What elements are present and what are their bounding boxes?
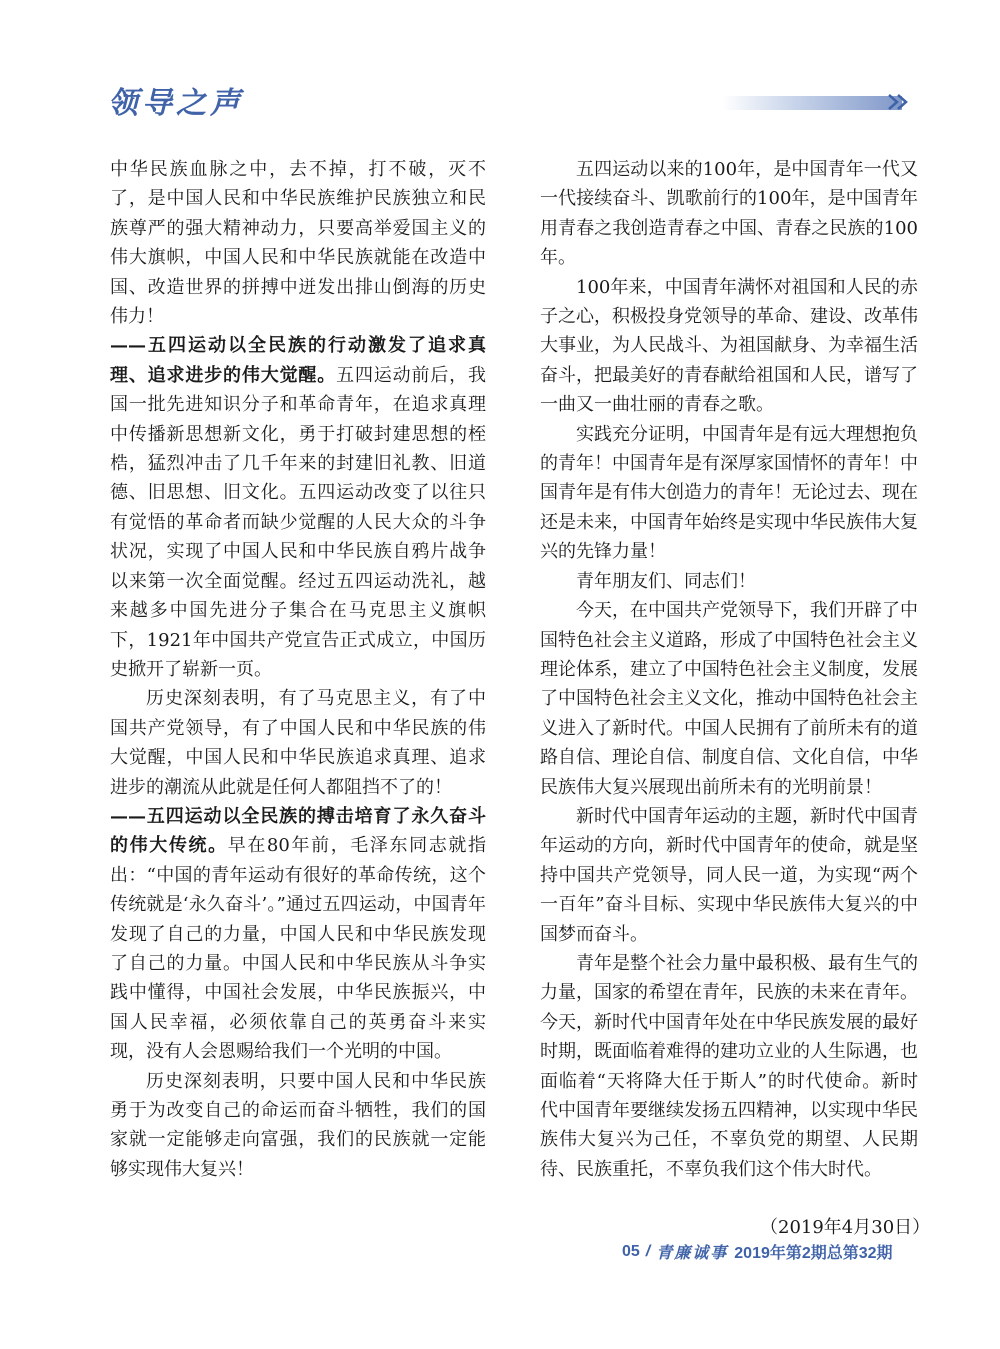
paragraph: 青年朋友们、同志们！ [576,570,756,592]
paragraph-text: 早在80年前，毛泽东同志就指出：“中国的青年运动有很好的革命传统，这个传统就是‘永久奋斗’。”通过五四运动，中国青年发现了自己的力量，中国人民和中华民族发现了自己的力量。中国人民和中华民族从斗争实践中懂得，中国社会发展，中华民族振兴，中国人民幸福，必须依靠自己的英勇奋斗来实现，没有人会恩赐给我们一个光明的中国。 [110,835,487,1063]
bold-lead: ——五四运动以全民族的行动激发了追求真理、追求进步的伟大觉醒。 [110,335,486,386]
page-footer [622,1240,893,1263]
paragraph: 新时代中国青年运动的主题，新时代中国青年运动的方向，新时代中国青年的使命，就是坚持中国共产党领导，同人民一道，为实现“两个一百年”奋斗目标、实现中华民族伟大复兴的中国梦而奋斗。 [540,805,918,945]
paragraph: 中华民族血脉之中，去不掉，打不破，灭不了，是中国人民和中华民族维护民族独立和民族尊严的强大精神动力，只要高举爱国主义的伟大旗帜，中国人民和中华民族就能在改造中国、改造世界的拼搏中迸发出排山倒海的历史伟力！ [110,159,486,328]
page-number: 05 [622,1242,640,1260]
paragraph: 实践充分证明，中国青年是有远大理想抱负的青年！中国青年是有深厚家国情怀的青年！中国青年是有伟大创造力的青年！无论过去、现在还是未来，中国青年始终是实现中华民族伟大复兴的先锋力量！ [540,423,918,563]
header-decorative-bar [722,96,902,110]
paragraph: 100年来，中国青年满怀对祖国和人民的赤子之心，积极投身党领导的革命、建设、改革伟大事业，为人民战斗、为祖国献身、为幸福生活奋斗，把最美好的青春献给祖国和人民，谱写了一曲又一曲壮丽的青春之歌。 [540,276,918,416]
right-column [540,155,918,1184]
paragraph [110,802,486,1067]
issue-info: 2019年第2期总第32期 [734,1245,893,1262]
paragraph: 历史深刻表明，只要中国人民和中华民族勇于为改变自己的命运而奋斗牺牲，我们的国家就一定能够走向富强，我们的民族就一定能够实现伟大复兴！ [110,1070,486,1180]
paragraph: 今天，在中国共产党领导下，我们开辟了中国特色社会主义道路，形成了中国特色社会主义理论体系，建立了中国特色社会主义制度，发展了中国特色社会主义文化，推动中国特色社会主义进入了新时代。中国人民拥有了前所未有的道路自信、理论自信、制度自信、文化自信，中华民族伟大复兴展现出前所未有的光明前景！ [540,600,918,798]
paragraph: 青年是整个社会力量中最积极、最有生气的力量，国家的希望在青年，民族的未来在青年。今天，新时代中国青年处在中华民族发展的最好时期，既面临着难得的建功立业的人生际遇，也面临着“天将降大任于斯人”的时代使命。新时代中国青年要继续发扬五四精神，以实现中华民族伟大复兴为己任，不辜负党的期望、人民期待、民族重托，不辜负我们这个伟大时代。 [540,952,918,1180]
speech-date: （2019年4月30日） [760,1217,931,1238]
paragraph [110,331,486,684]
double-chevron-icon [885,92,915,112]
left-column [110,155,486,1184]
paragraph: 历史深刻表明，有了马克思主义，有了中国共产党领导，有了中国人民和中华民族的伟大觉醒，中国人民和中华民族追求真理、追求进步的潮流从此就是任何人都阻挡不了的！ [110,688,486,798]
paragraph-text: 五四运动前后，我国一批先进知识分子和革命青年，在追求真理中传播新思想新文化，勇于打破封建思想的桎梏，猛烈冲击了几千年来的封建旧礼教、旧道德、旧思想、旧文化。五四运动改变了以往只有觉悟的革命者而缺少觉醒的人民大众的斗争状况，实现了中国人民和中华民族自鸦片战争以来第一次全面觉醒。经过五四运动洗礼，越来越多中国先进分子集合在马克思主义旗帜下，1921年中国共产党宣告正式成立，中国历史掀开了崭新一页。 [110,364,487,680]
section-title: 领导之声 [108,86,244,121]
paragraph: 五四运动以来的100年，是中国青年一代又一代接续奋斗、凯歌前行的100年，是中国青年用青春之我创造青春之中国、青春之民族的100年。 [540,159,918,269]
footer-separator: / [645,1242,651,1260]
magazine-name: 青廉诚事 [656,1243,729,1262]
bold-lead: ——五四运动以全民族的搏击培育了永久奋斗的伟大传统。 [110,805,486,857]
